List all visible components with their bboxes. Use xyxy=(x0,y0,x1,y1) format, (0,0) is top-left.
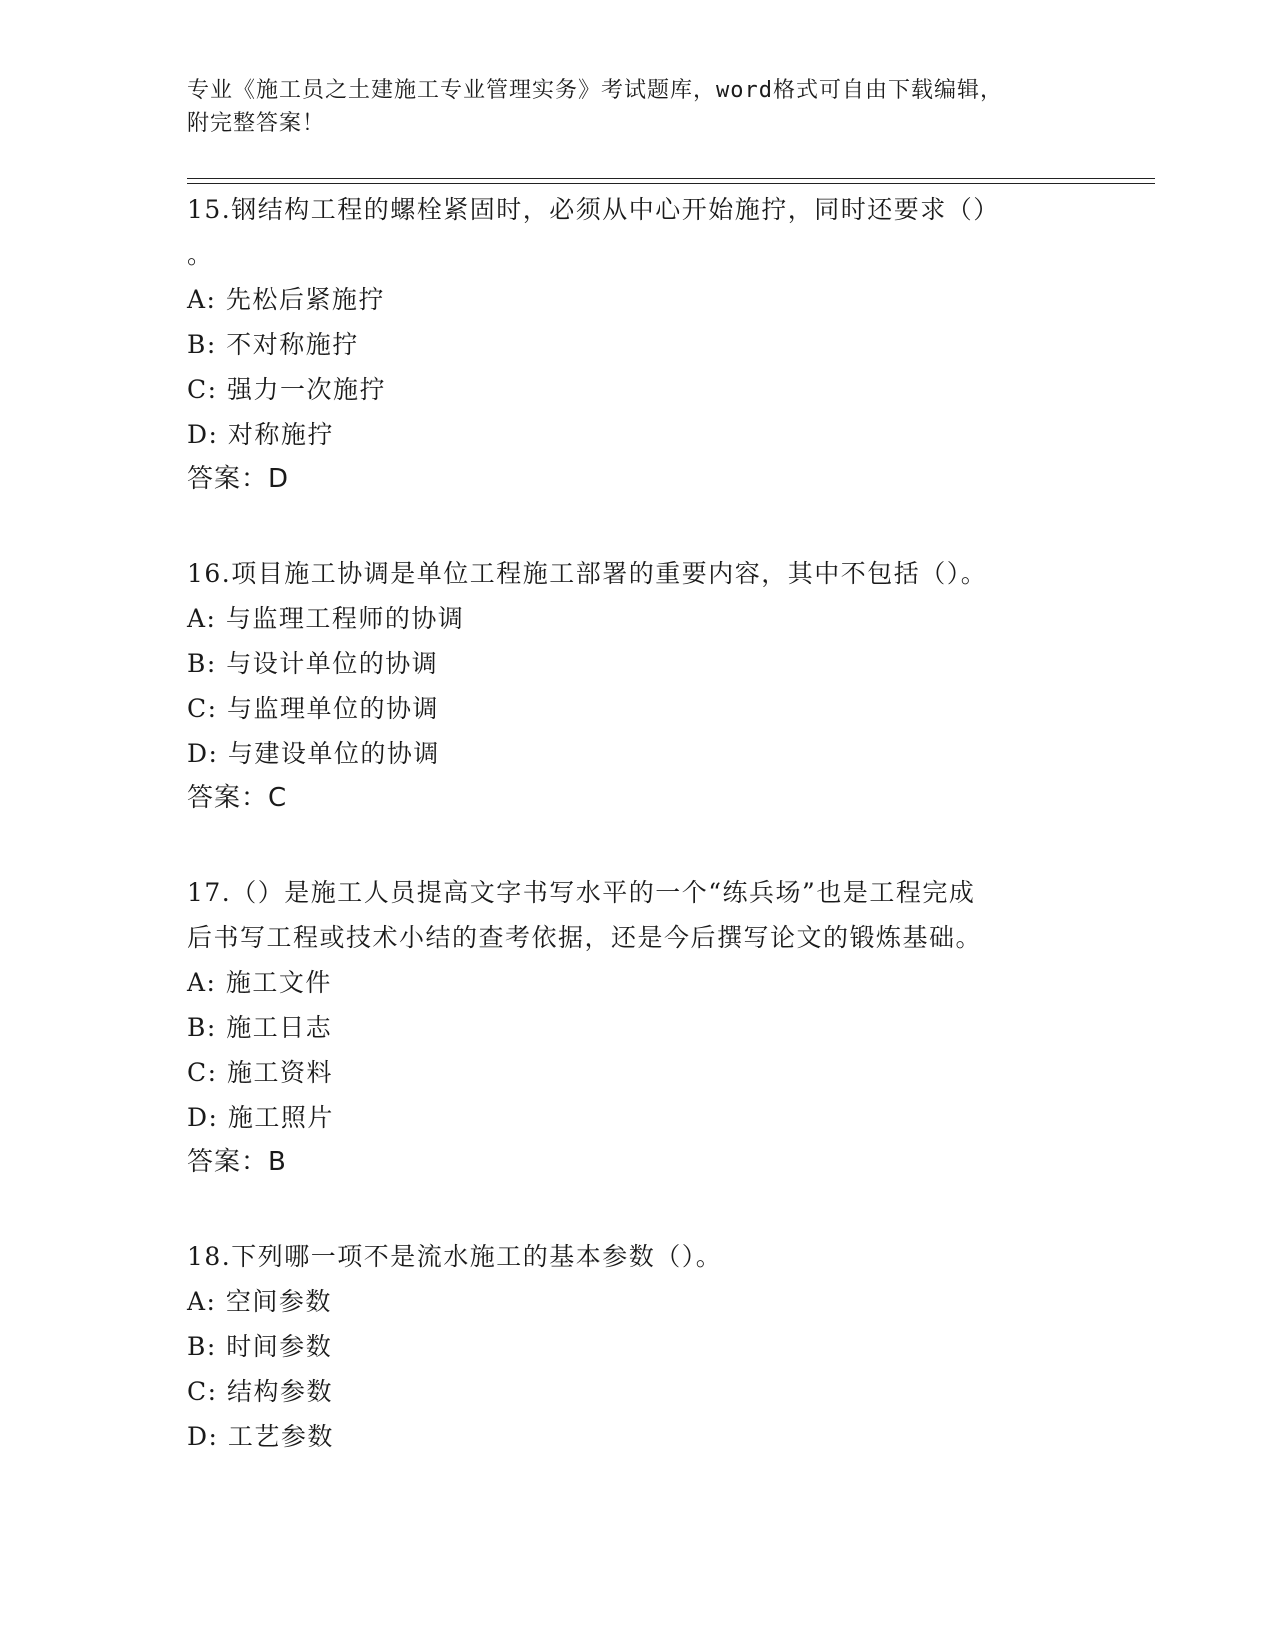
option-b: B: 时间参数 xyxy=(187,1332,333,1361)
option-d: D: 对称施拧 xyxy=(187,420,334,449)
option-d: D: 施工照片 xyxy=(187,1103,334,1132)
question-17 xyxy=(187,870,1087,1185)
header-divider-bottom xyxy=(187,183,1155,184)
header-line-2: 附完整答案！ xyxy=(187,111,326,136)
question-stem-continuation: 后书写工程或技术小结的查考依据，还是今后撰写论文的锻炼基础。 xyxy=(187,923,983,952)
question-stem: 17.（）是施工人员提高文字书写水平的一个“练兵场”也是工程完成 xyxy=(187,878,976,907)
option-c: C: 施工资料 xyxy=(187,1058,333,1087)
option-d: D: 与建设单位的协调 xyxy=(187,739,440,768)
question-stem: 18.下列哪一项不是流水施工的基本参数（）。 xyxy=(187,1242,723,1271)
question-15 xyxy=(187,187,1087,502)
option-d: D: 工艺参数 xyxy=(187,1422,334,1451)
option-c: C: 与监理单位的协调 xyxy=(187,694,439,723)
answer-label: 答案：C xyxy=(187,783,288,813)
option-a: A: 空间参数 xyxy=(187,1287,332,1316)
document-header xyxy=(187,74,1067,140)
option-a: A: 施工文件 xyxy=(187,968,332,997)
option-b: B: 与设计单位的协调 xyxy=(187,649,439,678)
option-a: A: 先松后紧施拧 xyxy=(187,285,385,314)
question-18 xyxy=(187,1234,1087,1459)
header-line-1: 专业《施工员之土建施工专业管理实务》考试题库，word格式可自由下载编辑， xyxy=(187,78,1003,103)
question-stem: 15.钢结构工程的螺栓紧固时，必须从中心开始施拧，同时还要求（） xyxy=(187,195,1000,224)
question-stem: 16.项目施工协调是单位工程施工部署的重要内容，其中不包括（）。 xyxy=(187,559,988,588)
question-stem-continuation: 。 xyxy=(187,240,214,269)
question-16 xyxy=(187,551,1087,821)
option-a: A: 与监理工程师的协调 xyxy=(187,604,465,633)
option-b: B: 施工日志 xyxy=(187,1013,333,1042)
option-b: B: 不对称施拧 xyxy=(187,330,359,359)
option-c: C: 结构参数 xyxy=(187,1377,333,1406)
answer-label: 答案：D xyxy=(187,464,290,494)
option-c: C: 强力一次施拧 xyxy=(187,375,386,404)
header-divider-top xyxy=(187,178,1155,179)
answer-label: 答案：B xyxy=(187,1147,287,1177)
